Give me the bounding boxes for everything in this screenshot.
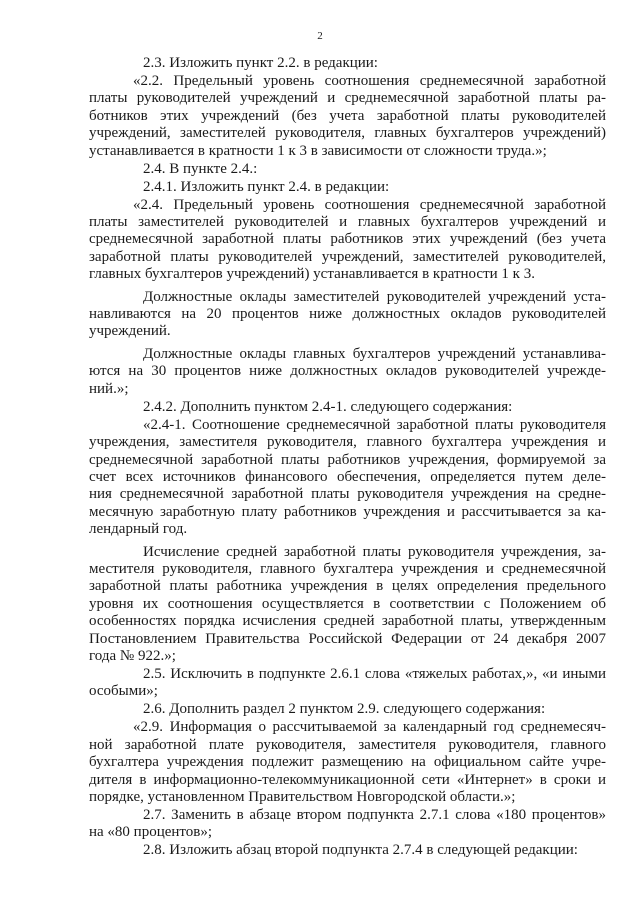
text-line: «2.4. Предельный уровень соотношения среднемесячной заработной (133, 196, 606, 213)
text-line: среднемесячной заработной платы работников этих учреждений (без учета (89, 231, 606, 248)
text-line: дителя в информационно-телекоммуникационной сети «Интернет» в сроки и (89, 771, 606, 788)
text-line: 2.5. Исключить в подпункте 2.6.1 слова «тяжелых работах,», «и иными (143, 665, 606, 682)
paragraph (89, 701, 606, 718)
text-line: главных бухгалтеров учреждений) устанавливается в кратности 1 к 3. (89, 266, 535, 283)
text-line: заработной платы работника учреждения в целях определения предельного (89, 578, 606, 595)
text-line: порядке, установленном Правительством Новгородской области.»; (89, 789, 516, 805)
paragraph (89, 399, 606, 416)
text-line: местителя руководителя, главного бухгалтера учреждения и среднемесячной (89, 560, 606, 577)
text-line: учреждений, заместителей руководителя, главных бухгалтеров учреждений) (89, 125, 606, 142)
paragraph (89, 55, 606, 72)
text-line: уровня их соотношения осуществляется в соответствии с Положением об (89, 595, 606, 612)
paragraph (89, 179, 606, 196)
text-line: ются на 30 процентов ниже должностных окладов руководителей учрежде- (89, 363, 606, 380)
page-number: 2 (317, 30, 323, 42)
text-line: лендарный год. (89, 521, 188, 538)
paragraph (89, 417, 606, 539)
text-line: 2.4.2. Дополнить пунктом 2.4-1. следующего содержания: (143, 398, 513, 415)
paragraph (89, 666, 606, 701)
text-line: 2.4. В пункте 2.4.: (143, 160, 258, 177)
text-line: 2.6. Дополнить раздел 2 пунктом 2.9. следующего содержания: (143, 701, 546, 718)
text-line: 2.7. Заменить в абзаце втором подпункта 2.7.1 слова «180 процентов» (143, 807, 606, 823)
text-line: среднемесячной заработной платы работников учреждения, формируемой за (89, 451, 606, 468)
paragraph (89, 73, 606, 160)
text-line: счет всех источников финансового обеспечения, определяется путем деле- (89, 468, 606, 485)
paragraph (89, 346, 606, 398)
text-line: ботников этих учреждений (без учета заработной платы руководителей (89, 107, 606, 124)
paragraph (89, 289, 606, 341)
text-line: «2.4-1. Соотношение среднемесячной заработной платы руководителя (143, 416, 606, 433)
document-body (89, 55, 606, 860)
text-line: года № 922.»; (89, 647, 176, 664)
text-line: «2.9. Информация о рассчитываемой за календарный год среднемесяч- (133, 719, 606, 736)
text-line: навливаются на 20 процентов ниже должностных окладов руководителей (89, 306, 606, 323)
paragraph (89, 842, 606, 859)
paragraph (89, 161, 606, 178)
paragraph (89, 807, 606, 842)
text-line: учреждений. (89, 323, 171, 340)
paragraph (89, 544, 606, 666)
text-line: 2.8. Изложить абзац второй подпункта 2.7.4 в следующей редакции: (143, 842, 578, 859)
text-line: платы руководителей учреждений и среднемесячной заработной платы ра- (89, 90, 606, 107)
text-line: ной заработной плате руководителя, заместителя руководителя, главного (89, 736, 606, 753)
text-line: устанавливается в кратности 1 к 3 в зависимости от сложности труда.»; (89, 142, 547, 159)
text-line: ния среднемесячной заработной платы руководителя учреждения на средне- (89, 486, 606, 503)
paragraph (89, 719, 606, 806)
text-line: особыми»; (89, 683, 158, 700)
text-line: особенностях порядка исчисления средней заработной платы, утвержденным (89, 613, 606, 630)
text-line: 2.3. Изложить пункт 2.2. в редакции: (143, 55, 378, 71)
text-line: бухгалтера учреждения подлежит размещению на официальном сайте учре- (89, 754, 606, 771)
text-line: на «80 процентов»; (89, 824, 213, 841)
text-line: 2.4.1. Изложить пункт 2.4. в редакции: (143, 178, 390, 195)
text-line: «2.2. Предельный уровень соотношения среднемесячной заработной (133, 73, 606, 89)
text-line: Должностные оклады главных бухгалтеров учреждений устанавлива- (143, 345, 606, 362)
text-line: учреждения, заместителя руководителя, главного бухгалтера учреждения и (89, 434, 606, 451)
text-line: месячную заработную плату работников учреждения и рассчитывается за ка- (89, 503, 606, 520)
text-line: ний.»; (89, 380, 129, 397)
text-line: Должностные оклады заместителей руководителей учреждений уста- (143, 288, 606, 305)
text-line: Исчисление средней заработной платы руководителя учреждения, за- (143, 543, 606, 560)
text-line: заработной платы руководителей учреждений, заместителей руководителей, (89, 248, 606, 265)
text-line: платы заместителей руководителей и главных бухгалтеров учреждений и (89, 214, 606, 231)
paragraph (89, 197, 606, 284)
text-line: Постановлением Правительства Российской Федерации от 24 декабря 2007 (89, 630, 606, 647)
